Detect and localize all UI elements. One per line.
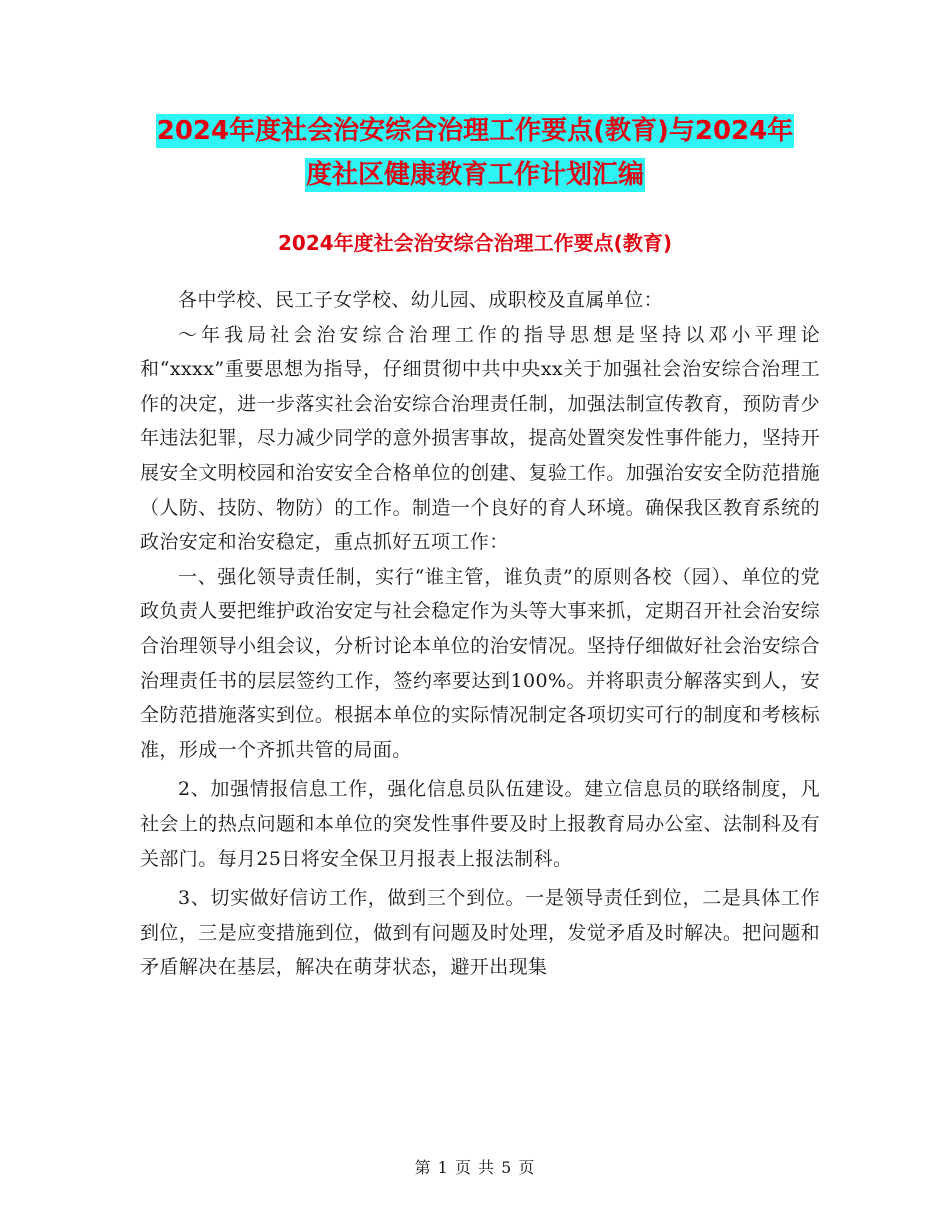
paragraph-guiding-idea: ～年我局社会治安综合治理工作的指导思想是坚持以邓小平理论和“xxxx”重要思想为指导，仔细贯彻中共中央xx关于加强社会治安综合治理工作的决定，进一步落实社会治安综合治理责任制，加强法制宣传教育，预防青少年违法犯罪，尽力减少同学的意外损害事故，提高处置突发性事件能力，坚持开展安全文明校园和治安安全合格单位的创建、复验工作。加强治安安全防范措施（人防、技防、物防）的工作。制造一个良好的育人环境。确保我区教育系统的政治安定和治安稳定，重点抓好五项工作： [140, 323, 820, 554]
section-heading: 2024年度社会治安综合治理工作要点(教育) [278, 231, 672, 255]
title-highlight-2: 度社区健康教育工作计划汇编 [305, 160, 644, 190]
paragraph-item-2: 2、加强情报信息工作，强化信息员队伍建设。建立信息员的联络制度，凡社会上的热点问题和本单位的突发性事件要及时上报教育局办公室、法制科及有关部门。每月25日将安全保卫月报表上报法制科。 [140, 778, 820, 870]
title-highlight-1: 2024年度社会治安综合治理工作要点(教育)与2024年 [156, 116, 794, 146]
paragraph-salutation: 各中学校、民工子女学校、幼儿园、成职校及直属单位： [178, 289, 664, 311]
paragraph-item-3: 3、切实做好信访工作，做到三个到位。一是领导责任到位，二是具体工作到位，三是应变措施到位，做到有问题及时处理，发觉矛盾及时解决。把问题和矛盾解决在基层，解决在萌芽状态，避开出现集 [140, 887, 820, 979]
paragraph-item-1: 一、强化领导责任制，实行“谁主管，谁负责”的原则各校（园）、单位的党政负责人要把维护政治安定与社会稳定作为头等大事来抓，定期召开社会治安综合治理领导小组会议，分析讨论本单位的治安情况。坚持仔细做好社会治安综合治理责任书的层层签约工作，签约率要达到100%。并将职责分解落实到人，安全防范措施落实到位。根据本单位的实际情况制定各项切实可行的制度和考核标准，形成一个齐抓共管的局面。 [140, 565, 820, 761]
page-footer: 第 1 页 共 5 页 [414, 1158, 536, 1177]
document-title-line-1 [0, 111, 950, 151]
document-title-line-2 [0, 155, 950, 195]
document-body [140, 283, 820, 985]
